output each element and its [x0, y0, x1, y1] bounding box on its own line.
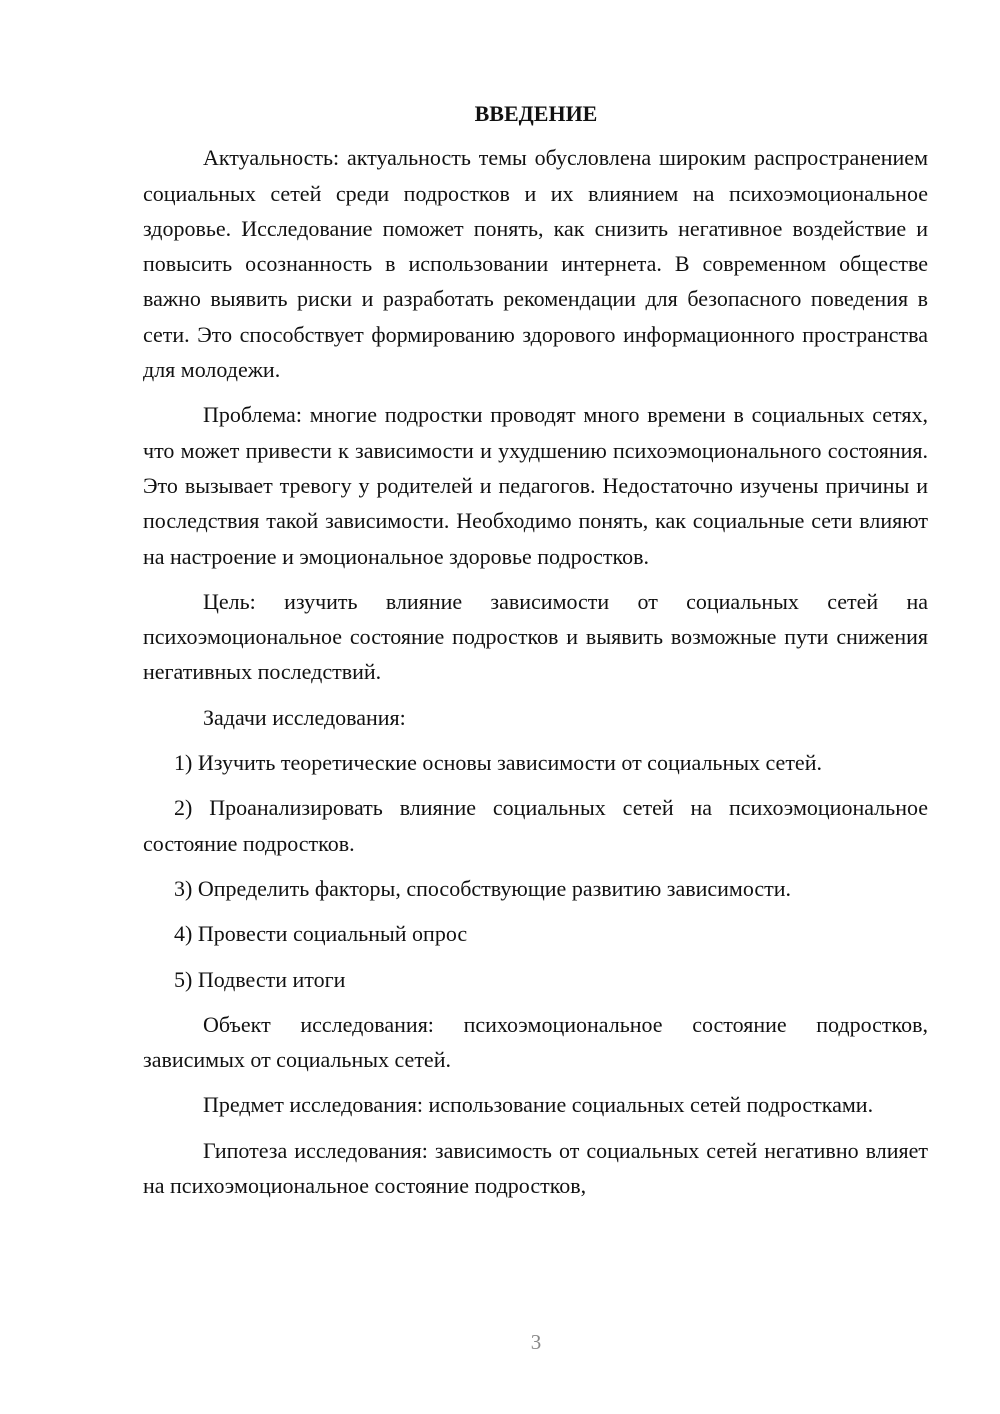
problem-paragraph: Проблема: многие подростки проводят много времени в социальных сетях, что может привести к зависимости и ухудшению психоэмоционального состояния. Это вызывает тревогу у родителей и педагогов. Недостаточно изучены причины и последствия такой зависимости. Необходимо понять, как социальные сети влияют на настроение и эмоциональное здоровье подростков. [143, 402, 928, 569]
subject-paragraph: Предмет исследования: использование социальных сетей подростками. [203, 1092, 874, 1118]
task-item-1: 1) Изучить теоретические основы зависимости от социальных сетей. [174, 750, 822, 776]
section-title: ВВЕДЕНИЕ [474, 101, 598, 126]
hypothesis-paragraph: Гипотеза исследования: зависимость от социальных сетей негативно влияет на психоэмоциональное состояние подростков, [143, 1137, 928, 1199]
tasks-heading: Задачи исследования: [203, 704, 406, 730]
task-item-3: 3) Определить факторы, способствующие развитию зависимости. [174, 875, 792, 901]
object-paragraph: Объект исследования: психоэмоциональное состояние подростков, зависимых от социальных сетей. [143, 1011, 928, 1073]
task-item-4: 4) Провести социальный опрос [174, 921, 468, 947]
goal-paragraph: Цель: изучить влияние зависимости от социальных сетей на психоэмоциональное состояние подростков и выявить возможные пути снижения негативных последствий. [143, 588, 928, 685]
relevance-paragraph: Актуальность: актуальность темы обусловлена широким распространением социальных сетей среди подростков и их влиянием на психоэмоциональное здоровье. Исследование поможет понять, как снизить негативное воздействие и повысить осознанность в использовании интернета. В современном обществе важно выявить риски и разработать рекомендации для безопасного поведения в сети. Это способствует формированию здорового информационного пространства для молодежи. [143, 145, 928, 383]
task-item-2: 2) Проанализировать влияние социальных сетей на психоэмоциональное состояние подростков. [143, 795, 928, 856]
document-page [143, 96, 928, 1213]
page-number: 3 [530, 1330, 542, 1354]
task-item-5: 5) Подвести итоги [174, 966, 346, 992]
